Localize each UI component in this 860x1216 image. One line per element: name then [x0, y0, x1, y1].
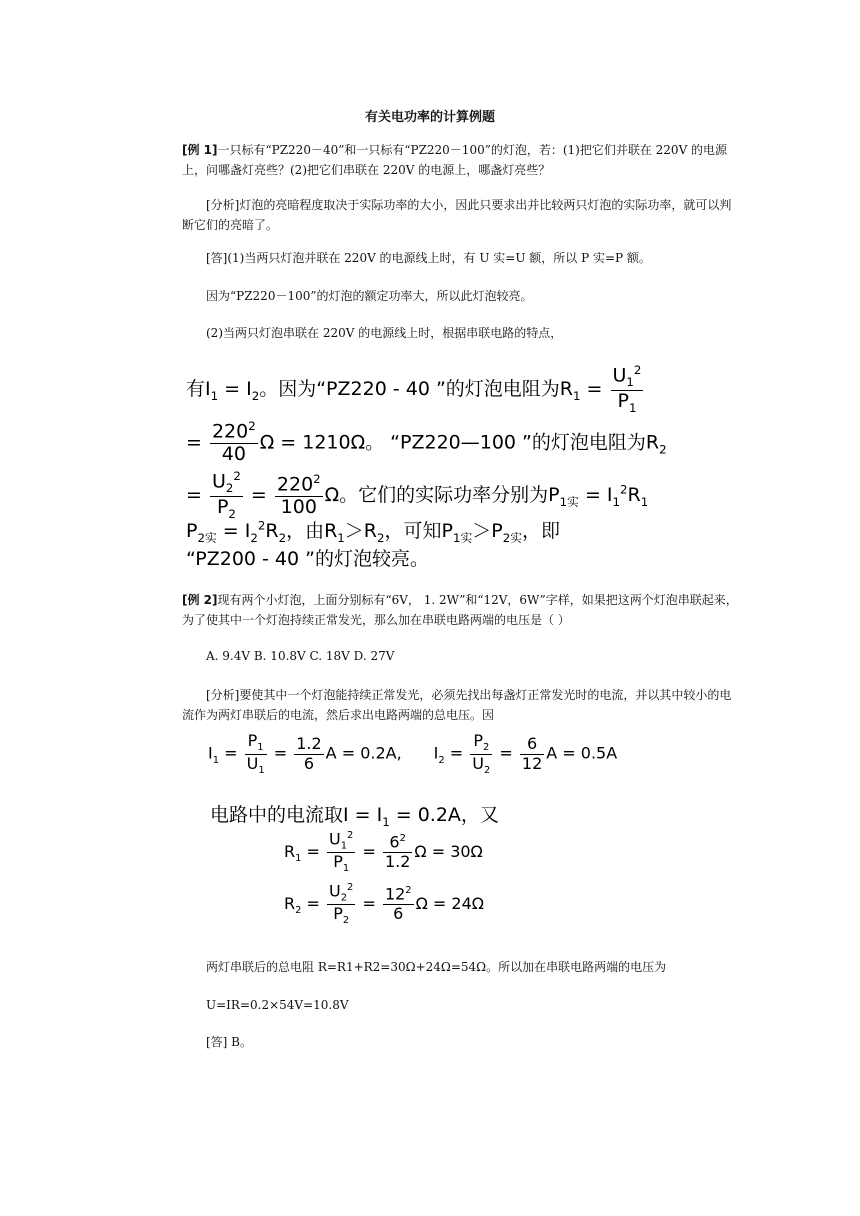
example-2-formula [208, 731, 618, 932]
example-1-label: [例 1] [182, 143, 218, 157]
example-1-question [182, 140, 742, 180]
formula-line-2: = $\frac{220^2}{40}$ Ω = 1210Ω。 “PZ220—100 ”的灯泡电阻为$R_2$ [186, 419, 667, 466]
formula-r1: $R_1$ = $\frac{U_1^2}{P_1}$ = $\frac{6^2}{1.2}$ Ω = 30Ω [284, 829, 483, 875]
example-1-analysis: [分析]灯泡的亮暗程度取决于实际功率的大小，因此只要求出并比较两只灯泡的实际功率，就可以判断它们的亮暗了。 [182, 198, 732, 232]
formula-r2: $R_2$ = $\frac{U_2^2}{P_2}$ = $\frac{12^2}{6}$ Ω = 24Ω [284, 881, 484, 927]
example-1-answer-part2: (2)当两只灯泡串联在 220V 的电源线上时，根据串联电路的特点， [206, 326, 563, 340]
example-2-options: A. 9.4V B. 10.8V C. 18V D. 27V [206, 649, 395, 663]
formula-line-5: “PZ200 - 40 ”的灯泡较亮。 [186, 548, 429, 570]
example-1-answer-part1: [答](1)当两只灯泡并联在 220V 的电源线上时，有 U 实=U 额，所以 P 实=P 额。 [206, 251, 651, 265]
example-1-question-text: 一只标有“PZ220－40”和一只标有“PZ220－100”的灯泡，若：(1)把它们并联在 220V 的电源上，问哪盏灯亮些？(2)把它们串联在 220V 的电源上，哪盏灯亮些？ [182, 143, 728, 177]
example-2-total-resistance: 两灯串联后的总电阻 R=R1+R2=30Ω+24Ω=54Ω。所以加在串联电路两端的电压为 [206, 960, 667, 974]
fraction-u1-p1: $\frac{U_1^2}{P_1}$ [612, 363, 642, 415]
example-2-question-text: 现有两个小灯泡，上面分别标有“6V， 1. 2W”和“12V，6W”字样，如果把这两个灯泡串联起来，为了使其中一个灯泡持续正常发光，那么加在串联电路两端的电压是（ ） [182, 593, 738, 627]
formula-line-4: $P_{2实} = I_2^2R_2$，由$R_1>R_2$，可知$P_{1实}>P_{2实}$，即 [186, 518, 560, 545]
formula-current-line: $I_1$ = $\frac{P_1}{U_1}$ = $\frac{1.2}{6}$ A = 0.2A, $I_2$ = $\frac{P_2}{U_2}$ = $\frac{6}{12}$ A = 0.5A [208, 731, 618, 776]
example-2-question [182, 590, 742, 630]
page-title: 有关电功率的计算例题 [364, 110, 495, 125]
formula-line-1: 有$I_1 = I_2$。因为“PZ220 - 40 ”的灯泡电阻为$R_1$ = $\frac{U_1^2}{P_1}$ [186, 363, 642, 415]
formula-line-3: = $\frac{U_2^2}{P_2}$ = $\frac{220^2}{100}$ Ω。它们的实际功率分别为$P_{1实} = I_1^2R_1$ [186, 469, 649, 521]
example-2-analysis: [分析]要使其中一个灯泡能持续正常发光，必须先找出每盏灯正常发光时的电流，并以其中较小的电流作为两灯串联后的电流，然后求出电路两端的总电压。因 [182, 688, 732, 722]
example-1-answer-conclusion1: 因为“PZ220－100”的灯泡的额定功率大，所以此灯泡较亮。 [206, 289, 533, 303]
example-2-answer: [答] B。 [206, 1035, 252, 1049]
example-2-label: [例 2] [182, 593, 218, 607]
example-2-voltage-calc: U=IR=0.2×54V=10.8V [206, 998, 349, 1012]
formula-circuit-current: 电路中的电流取$I = I_1 = 0.2A$，又 [210, 804, 499, 829]
example-1-formula [186, 358, 667, 573]
